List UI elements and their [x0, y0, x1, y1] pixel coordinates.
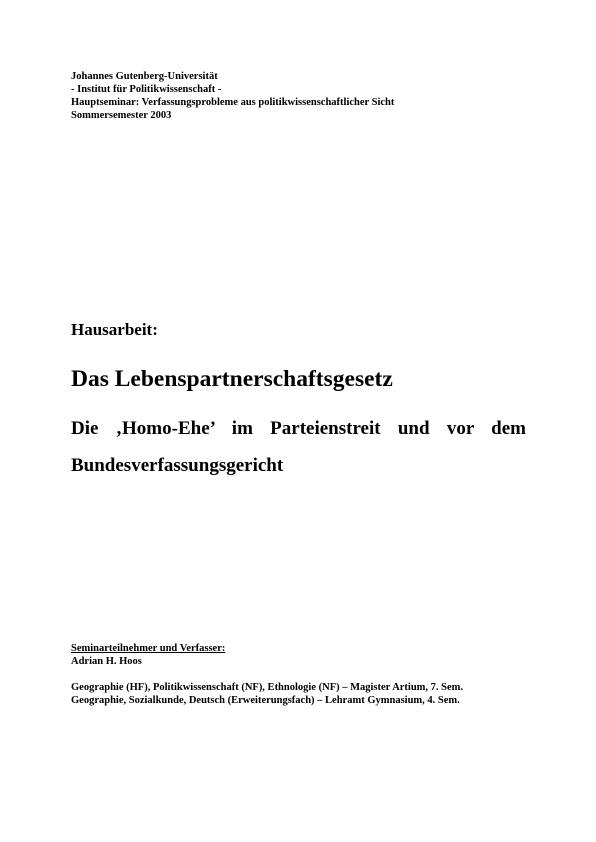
spacer: [71, 668, 551, 681]
author-name: Adrian H. Hoos: [71, 656, 142, 667]
subtitle-line-1: Die ‚Homo-Ehe’ im Parteienstreit und vor dem: [71, 418, 526, 439]
document-type-label: Hausarbeit:: [71, 320, 158, 339]
study-program-1: Geographie (HF), Politikwissenschaft (NF), Ethnologie (NF) – Magister Artium, 7. Sem.: [71, 682, 464, 693]
document-subtitle: [71, 410, 526, 484]
study-program-2: Geographie, Sozialkunde, Deutsch (Erweiterungsfach) – Lehramt Gymnasium, 4. Sem.: [71, 695, 460, 706]
author-role-label: Seminarteilnehmer und Verfasser:: [71, 643, 226, 654]
seminar-name: Hauptseminar: Verfassungsprobleme aus politikwissenschaftlicher Sicht: [71, 97, 395, 108]
header-block: [71, 70, 551, 122]
semester: Sommersemester 2003: [71, 110, 172, 121]
author-block: [71, 642, 551, 707]
subtitle-line-2: Bundesverfassungsgericht: [71, 455, 284, 476]
university-name: Johannes Gutenberg-Universität: [71, 71, 218, 82]
document-title: Das Lebenspartnerschaftsgesetz: [71, 366, 393, 392]
institute-name: - Institut für Politikwissenschaft -: [71, 84, 222, 95]
